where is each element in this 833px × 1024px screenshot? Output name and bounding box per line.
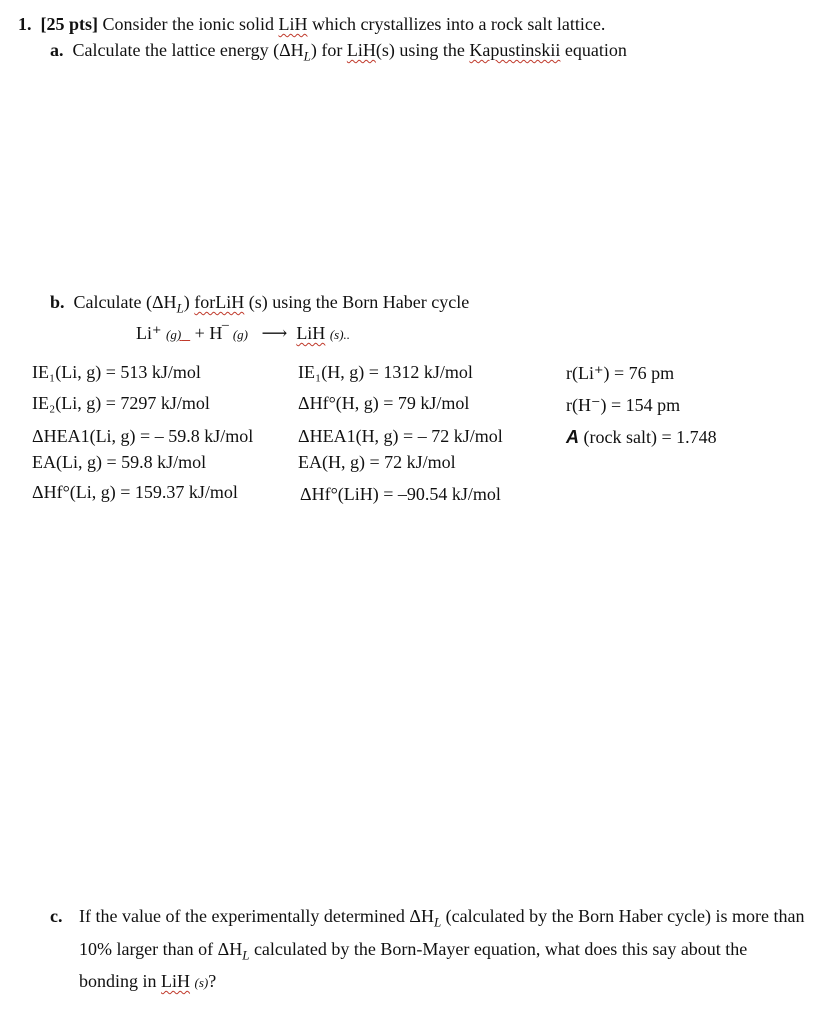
- question-intro-a: Consider the ionic solid: [102, 14, 274, 34]
- col1-row-2: IE₂(Li, g) = 7297 kJ/mol: [32, 393, 210, 413]
- reaction-arrow-icon: ⟶: [261, 323, 288, 343]
- part-c-text-2: (calculated by the Born Haber cycle) is more than 10% larger than of ΔH: [79, 906, 805, 959]
- col3-row-1: r(Li⁺) = 76 pm: [566, 363, 675, 383]
- reaction-s: (s)..: [329, 327, 351, 342]
- part-a-text-2: ) for: [310, 40, 343, 60]
- col2-row-2: ΔHf°(H, g) = 79 kJ/mol: [298, 393, 470, 413]
- col1-row-3: ΔHEA1(Li, g) = – 59.8 kJ/mol: [32, 426, 254, 446]
- question-points: [25 pts]: [40, 14, 98, 34]
- col2-row-5: ΔHf°(LiH) = –90.54 kJ/mol: [300, 484, 501, 504]
- col1-row-4: EA(Li, g) = 59.8 kJ/mol: [32, 452, 207, 472]
- part-b-label: b.: [50, 292, 65, 312]
- col2-row-3: ΔHEA1(H, g) = – 72 kJ/mol: [298, 426, 503, 446]
- part-c-text-3: calculated by the Born-Mayer equation, what does this say about the bonding in: [79, 938, 748, 992]
- part-b-text-1: Calculate (ΔH: [73, 292, 177, 312]
- col2-row-1: IE₁(H, g) = 1312 kJ/mol: [298, 362, 473, 382]
- col3-row-2: r(H⁻) = 154 pm: [566, 395, 681, 415]
- reaction-g1: (g): [166, 327, 182, 342]
- col3-row-3: [566, 427, 717, 449]
- madelung-value: (rock salt) = 1.748: [583, 427, 717, 447]
- reaction-lih: LiH: [296, 323, 326, 343]
- lih-term: LiH: [278, 14, 308, 34]
- part-b-forlih: forLiH: [194, 292, 245, 312]
- part-c-s: (s): [194, 975, 209, 991]
- part-a-sub: L: [303, 48, 311, 64]
- part-a-text-1: Calculate the lattice energy (ΔH: [72, 40, 304, 60]
- kapustinskii-term: Kapustinskii: [469, 40, 561, 60]
- question-1-header: [18, 14, 605, 36]
- part-c-lih: LiH: [161, 971, 191, 992]
- part-b-text-3: (s) using the Born Haber cycle: [248, 292, 470, 312]
- part-a-text-3: (s) using the: [375, 40, 465, 60]
- part-a-lih: LiH: [346, 40, 376, 60]
- question-number: 1.: [18, 14, 32, 34]
- part-a-text-4: equation: [564, 40, 627, 60]
- part-c-sub-1: L: [433, 914, 442, 930]
- reaction-equation: [136, 323, 350, 345]
- col1-row-1: IE₁(Li, g) = 513 kJ/mol: [32, 362, 201, 382]
- part-c-sub-2: L: [242, 947, 250, 963]
- part-c-label: c.: [50, 906, 63, 926]
- reaction-spacer: [181, 323, 190, 343]
- reaction-minus: ‾: [222, 323, 229, 343]
- reaction-li: Li⁺: [136, 323, 162, 343]
- reaction-g2: (g): [232, 327, 248, 342]
- part-b-sub: L: [176, 300, 184, 316]
- part-c-text-1: If the value of the experimentally determined ΔH: [79, 906, 434, 926]
- col2-row-4: EA(H, g) = 72 kJ/mol: [298, 452, 456, 472]
- question-intro-b: which crystallizes into a rock salt lattice.: [311, 14, 606, 34]
- part-c-question-mark: ?: [208, 971, 217, 992]
- madelung-symbol: A: [566, 427, 579, 447]
- part-b: [50, 292, 469, 316]
- col1-row-5: ΔHf°(Li, g) = 159.37 kJ/mol: [32, 482, 238, 502]
- part-c-text: [79, 903, 809, 996]
- reaction-plus-h: + H: [194, 323, 223, 343]
- part-a-label: a.: [50, 40, 64, 60]
- part-a: [50, 40, 627, 64]
- part-b-text-2: ): [183, 292, 190, 312]
